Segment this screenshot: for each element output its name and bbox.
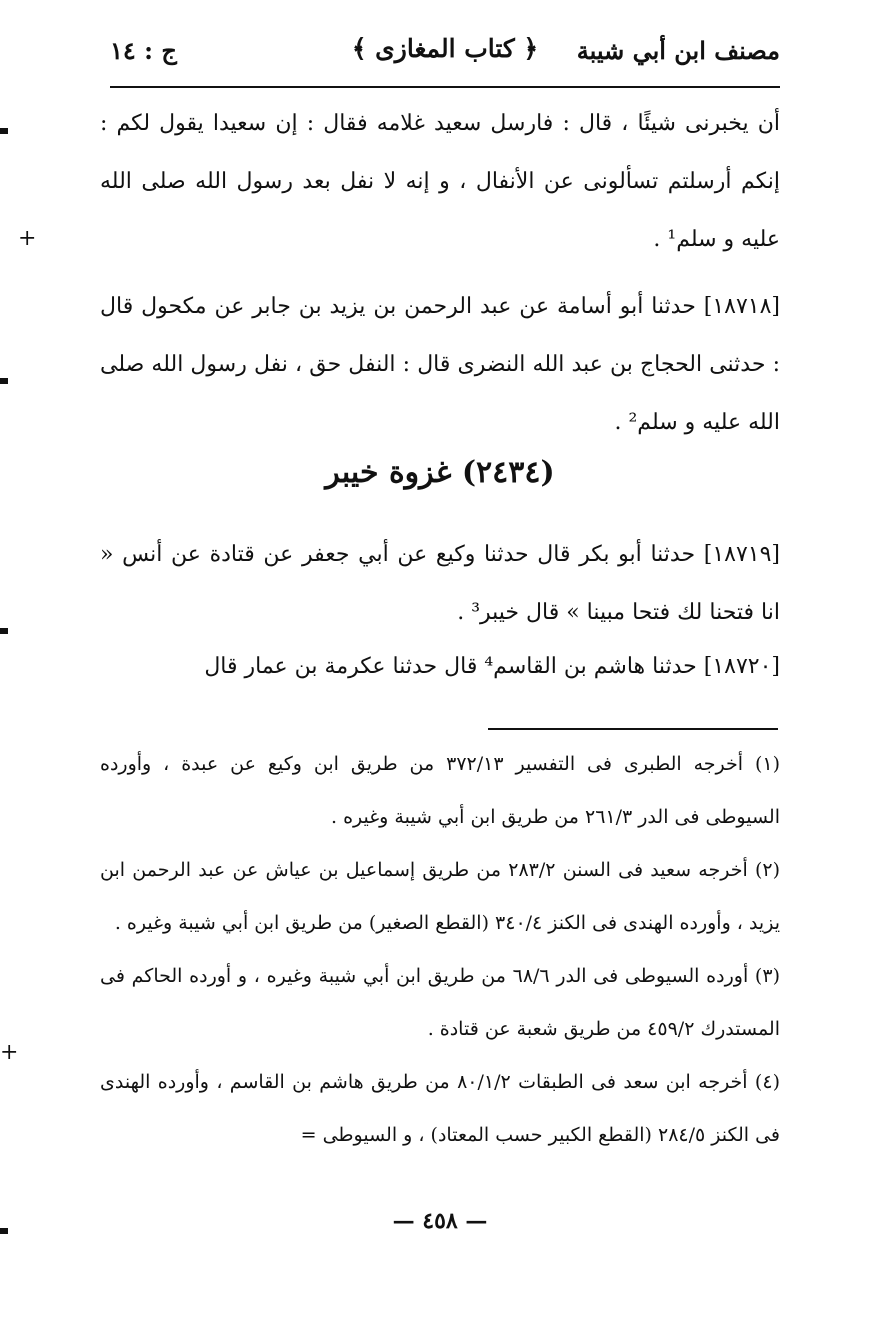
hadith-18719: [١٨٧١٩] حدثنا أبو بكر قال حدثنا وكيع عن أبي جعفر عن قتادة عن أنس « انا فتحنا لك فتحا مبينا » قال خيبر³ . bbox=[100, 542, 780, 625]
registration-mark-icon: + bbox=[18, 226, 37, 251]
footnotes bbox=[100, 738, 780, 1162]
section-heading: (٢٤٣٤) غزوة خيبر bbox=[325, 455, 555, 490]
scan-edge-mark bbox=[0, 628, 8, 634]
footnote-4: (٤) أخرجه ابن سعد فى الطبقات ٨٠/١/٢ من طريق هاشم بن القاسم ، وأورده الهندى فى الكنز ٢٨٤/٥ (القطع الكبير حسب المعتاد) ، و السيوطى = bbox=[100, 1071, 780, 1146]
scan-edge-mark bbox=[0, 1228, 8, 1234]
footnote-rule bbox=[488, 728, 778, 730]
running-header bbox=[110, 30, 780, 82]
hadith-18718: [١٨٧١٨] حدثنا أبو أسامة عن عبد الرحمن بن يزيد بن جابر عن مكحول قال : حدثنى الحجاج بن عبد الله النضرى قال : النفل حق ، نفل رسول الله صلى الله عليه و سلم² . bbox=[100, 294, 780, 435]
header-volume: ج : ١٤ bbox=[110, 36, 177, 65]
registration-mark-icon: + bbox=[0, 1040, 19, 1065]
footnote-2: (٢) أخرجه سعيد فى السنن ٢٨٣/٢ من طريق إسماعيل بن عياش عن عبد الرحمن ابن يزيد ، وأورده الهندى فى الكنز ٣٤٠/٤ (القطع الصغير) من طريق ابن أبي شيبة وغيره . bbox=[100, 859, 780, 934]
paragraph-1: أن يخبرنى شيئًا ، قال : فارسل سعيد غلامه فقال : إن سعيدا يقول لكم : إنكم أرسلتم تسألونى عن الأنفال ، و إنه لا نفل بعد رسول الله صلى الله عليه و سلم¹ . bbox=[100, 111, 780, 252]
footnote-1: (١) أخرجه الطبرى فى التفسير ٣٧٢/١٣ من طريق ابن وكيع عن عبدة ، وأورده السيوطى فى الدر ٢٦١/٣ من طريق ابن أبي شيبة وغيره . bbox=[100, 753, 780, 828]
header-book-title: ﴿ كتاب المغازى ﴾ bbox=[351, 34, 539, 63]
header-rule bbox=[110, 86, 780, 88]
scan-edge-mark bbox=[0, 378, 8, 384]
header-work-title: مصنف ابن أبي شيبة bbox=[576, 36, 780, 65]
footnote-3: (٣) أورده السيوطى فى الدر ٦٨/٦ من طريق ابن أبي شيبة وغيره ، و أورده الحاكم فى المستدرك ٤٥٩/٢ من طريق شعبة عن قتادة . bbox=[100, 965, 780, 1040]
page-number: — ٤٥٨ — bbox=[392, 1208, 488, 1234]
scan-edge-mark bbox=[0, 128, 8, 134]
hadith-18720: [١٨٧٢٠] حدثنا هاشم بن القاسم⁴ قال حدثنا عكرمة بن عمار قال bbox=[204, 654, 780, 679]
